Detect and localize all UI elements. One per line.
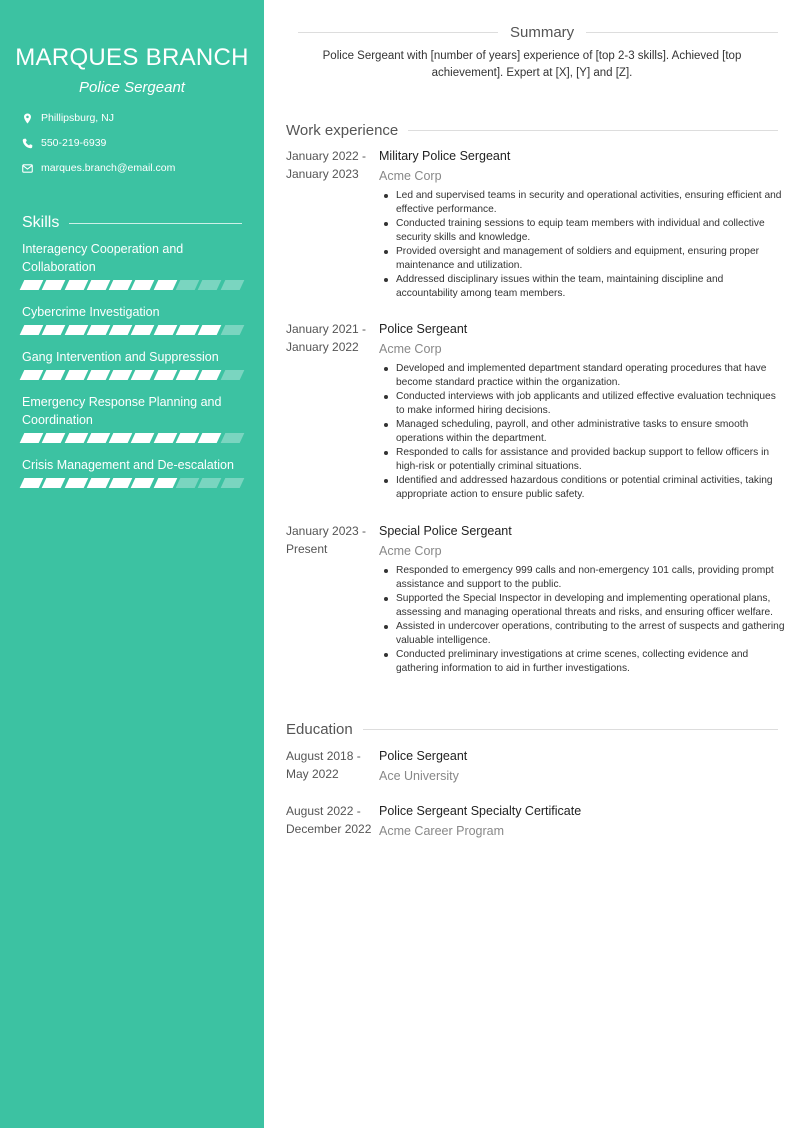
contact-email <box>22 162 175 174</box>
skill-segment-filled <box>20 325 44 335</box>
summary-heading: Summary <box>298 24 778 41</box>
skill-level-bar <box>22 280 242 290</box>
location-text: Phillipsburg, NJ <box>41 112 114 124</box>
skills-divider <box>69 223 242 224</box>
skills-heading: Skills <box>22 214 242 232</box>
skill-segment-filled <box>42 280 66 290</box>
skill-segment-filled <box>176 325 200 335</box>
skill-item <box>22 456 242 488</box>
skill-label: Crisis Management and De-escalation <box>22 458 234 472</box>
skill-segment-filled <box>153 478 177 488</box>
skill-level-bar <box>22 370 242 380</box>
skill-segment-filled <box>153 325 177 335</box>
contact-location <box>22 112 114 124</box>
skill-segment-filled <box>64 478 88 488</box>
skill-segment-filled <box>64 433 88 443</box>
skill-segment-filled <box>109 325 133 335</box>
skill-segment-filled <box>176 370 200 380</box>
skill-segment-empty <box>176 478 200 488</box>
skill-segment-empty <box>198 280 222 290</box>
skill-segment-filled <box>42 478 66 488</box>
skill-item <box>22 240 242 290</box>
skill-level-bar <box>22 478 242 488</box>
skill-label: Interagency Cooperation and Collaboration <box>22 242 184 274</box>
skill-segment-filled <box>64 325 88 335</box>
skill-segment-empty <box>220 478 244 488</box>
skill-segment-filled <box>87 370 111 380</box>
skill-label: Gang Intervention and Suppression <box>22 350 219 364</box>
bullet-item: Provided oversight and management of soldiers and equipment, ensuring proper maintenance and utilization. <box>396 245 786 273</box>
skill-segment-filled <box>198 433 222 443</box>
bullet-item: Conducted preliminary investigations at crime scenes, collecting evidence and gathering information to aid in further investigations. <box>396 648 786 676</box>
contact-phone <box>22 137 106 149</box>
education-dates: August 2018 - May 2022 <box>286 749 361 781</box>
skill-segment-filled <box>20 370 44 380</box>
skill-label: Cybercrime Investigation <box>22 305 160 319</box>
skill-segment-empty <box>176 280 200 290</box>
skill-segment-filled <box>87 433 111 443</box>
skill-segment-filled <box>153 433 177 443</box>
summary-text: Police Sergeant with [number of years] experience of [top 2-3 skills]. Achieved [top achievement]. Expert at [X], [Y] and [Z]. <box>322 50 742 79</box>
skill-label: Emergency Response Planning and Coordination <box>22 395 222 427</box>
job-dates: January 2021 - January 2022 <box>286 322 367 354</box>
job-bullets <box>396 189 786 301</box>
skill-segment-filled <box>109 478 133 488</box>
skill-segment-filled <box>153 280 177 290</box>
skill-segment-filled <box>131 325 155 335</box>
skill-segment-filled <box>64 280 88 290</box>
job-company: Acme Corp <box>379 342 442 356</box>
bullet-item: Identified and addressed hazardous conditions or potential criminal activities, taking appropriate action to ensure public safety. <box>396 474 786 502</box>
job-title: Police Sergeant <box>379 322 468 336</box>
skill-item <box>22 393 242 443</box>
bullet-item: Managed scheduling, payroll, and other administrative tasks to ensure smooth operations within the department. <box>396 418 786 446</box>
skill-item <box>22 348 242 380</box>
skill-segment-filled <box>153 370 177 380</box>
envelope-icon <box>22 163 33 174</box>
degree-title: Police Sergeant <box>379 749 468 763</box>
candidate-role: Police Sergeant <box>79 79 185 96</box>
bullet-item: Addressed disciplinary issues within the team, maintaining discipline and accountability among team members. <box>396 273 786 301</box>
skill-segment-filled <box>87 478 111 488</box>
skill-segment-filled <box>109 280 133 290</box>
skill-segment-filled <box>87 325 111 335</box>
bullet-item: Responded to emergency 999 calls and non-emergency 101 calls, providing prompt assistance and support to the public. <box>396 564 786 592</box>
job-bullets <box>396 362 786 502</box>
job-company: Acme Corp <box>379 169 442 183</box>
bullet-item: Conducted interviews with job applicants and utilized effective evaluation techniques to make informed hiring decisions. <box>396 390 786 418</box>
education-dates: August 2022 - December 2022 <box>286 804 372 836</box>
skill-segment-filled <box>131 280 155 290</box>
skill-segment-filled <box>131 478 155 488</box>
skill-segment-filled <box>64 370 88 380</box>
bullet-item: Conducted training sessions to equip team members with individual and collective security skills and knowledge. <box>396 217 786 245</box>
skill-segment-empty <box>220 370 244 380</box>
sidebar <box>0 0 264 1128</box>
bullet-item: Led and supervised teams in security and operational activities, ensuring efficient and effective performance. <box>396 189 786 217</box>
email-link[interactable]: marques.branch@email.com <box>41 162 176 174</box>
skill-segment-filled <box>20 478 44 488</box>
skill-segment-filled <box>20 433 44 443</box>
skill-segment-filled <box>42 433 66 443</box>
skill-segment-empty <box>220 280 244 290</box>
candidate-name: MARQUES BRANCH <box>15 44 249 71</box>
job-company: Acme Corp <box>379 544 442 558</box>
skill-segment-empty <box>220 325 244 335</box>
bullet-item: Responded to calls for assistance and provided backup support to fellow officers in high-risk or potentially criminal situations. <box>396 446 786 474</box>
job-title: Military Police Sergeant <box>379 149 511 163</box>
bullet-item: Supported the Special Inspector in developing and implementing operational plans, assessing and managing operational threats and risks, and ensuring officer welfare. <box>396 592 786 620</box>
school-name: Acme Career Program <box>379 824 505 838</box>
bullet-item: Assisted in undercover operations, contributing to the arrest of suspects and gathering valuable intelligence. <box>396 621 785 646</box>
location-pin-icon <box>22 113 33 124</box>
job-dates: January 2022 - January 2023 <box>286 149 367 181</box>
skill-segment-filled <box>42 325 66 335</box>
skill-segment-filled <box>109 433 133 443</box>
phone-icon <box>22 138 33 149</box>
job-dates: January 2023 - Present <box>286 524 367 556</box>
skill-segment-filled <box>20 280 44 290</box>
skill-level-bar <box>22 433 242 443</box>
skill-segment-filled <box>42 370 66 380</box>
job-bullets <box>396 564 786 676</box>
skill-segment-filled <box>131 370 155 380</box>
phone-text[interactable]: 550-219-6939 <box>41 137 107 149</box>
education-heading: Education <box>286 721 778 738</box>
job-title: Special Police Sergeant <box>379 524 512 538</box>
skill-segment-filled <box>176 433 200 443</box>
skill-segment-filled <box>87 280 111 290</box>
skill-segment-empty <box>220 433 244 443</box>
skill-segment-filled <box>198 370 222 380</box>
bullet-item: Developed and implemented department standard operating procedures that have become standard practice within the organization. <box>396 362 786 390</box>
school-name: Ace University <box>379 769 459 783</box>
skill-item <box>22 303 242 335</box>
skill-segment-filled <box>109 370 133 380</box>
work-experience-heading: Work experience <box>286 122 778 139</box>
skill-segment-empty <box>198 478 222 488</box>
degree-title: Police Sergeant Specialty Certificate <box>379 804 582 818</box>
skill-level-bar <box>22 325 242 335</box>
main-content <box>264 0 800 1128</box>
skill-segment-filled <box>131 433 155 443</box>
skill-segment-filled <box>198 325 222 335</box>
